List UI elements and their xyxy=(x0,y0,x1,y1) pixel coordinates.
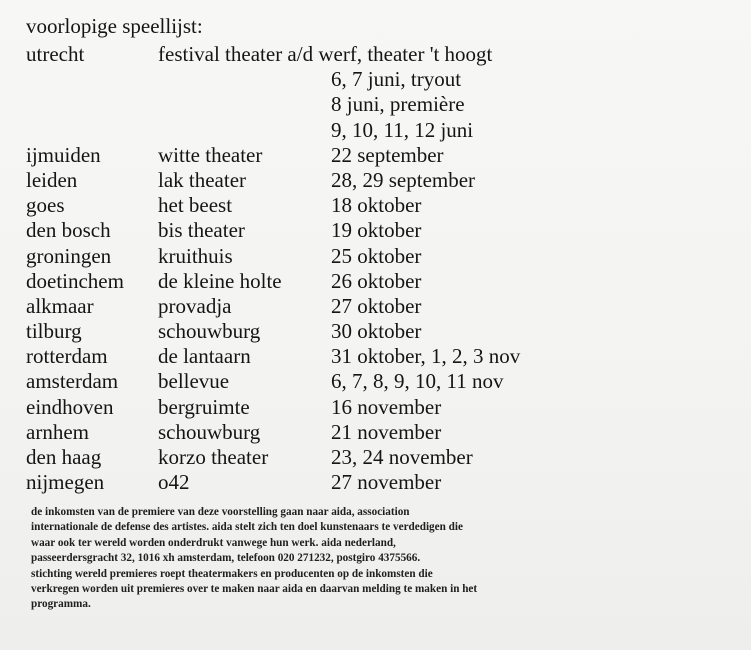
schedule-row xyxy=(26,319,520,344)
dates: 25 oktober xyxy=(331,243,422,268)
venue: de kleine holte xyxy=(158,268,282,293)
venue: bergruimte xyxy=(158,394,250,419)
dates: 26 oktober xyxy=(331,268,422,293)
venue: provadja xyxy=(158,293,232,318)
footnote xyxy=(31,505,631,613)
dates: 28, 29 september xyxy=(331,167,476,192)
city: eindhoven xyxy=(26,394,114,419)
city: ijmuiden xyxy=(26,142,101,167)
schedule-row xyxy=(26,118,520,143)
dates: 8 juni, première xyxy=(331,92,465,117)
city: den haag xyxy=(26,445,102,469)
venue: schouwburg xyxy=(158,419,261,444)
schedule-row xyxy=(26,92,520,117)
city: nijmegen xyxy=(26,470,105,495)
city: doetinchem xyxy=(26,268,124,293)
schedule-row xyxy=(26,42,520,67)
city: goes xyxy=(26,193,65,218)
city: alkmaar xyxy=(26,293,94,318)
dates: 6, 7 juni, tryout xyxy=(331,67,462,92)
schedule-row xyxy=(26,244,520,269)
schedule-row xyxy=(26,420,520,445)
dates: 19 oktober xyxy=(331,218,422,243)
footnote-line: verkregen worden uit premieres over te maken naar aida en daarvan melding te maken in het xyxy=(31,583,478,596)
venue: witte theater xyxy=(158,142,263,167)
city: groningen xyxy=(26,243,112,268)
schedule-row xyxy=(26,344,520,369)
dates: 31 oktober, 1, 2, 3 nov xyxy=(331,344,521,369)
dates: 6, 7, 8, 9, 10, 11 nov xyxy=(331,369,504,394)
venue: festival theater a/d werf, theater 't hoogt xyxy=(158,42,493,66)
schedule-row xyxy=(26,445,520,470)
schedule-row xyxy=(26,67,520,92)
city: arnhem xyxy=(26,419,89,444)
schedule-row xyxy=(26,168,520,193)
schedule-row xyxy=(26,369,520,394)
venue: korzo theater xyxy=(158,445,269,469)
dates: 23, 24 november xyxy=(331,445,473,469)
venue: o42 xyxy=(158,470,190,495)
venue: de lantaarn xyxy=(158,344,251,369)
city: amsterdam xyxy=(26,369,119,394)
city: tilburg xyxy=(26,319,82,344)
schedule-row xyxy=(26,269,520,294)
dates: 9, 10, 11, 12 juni xyxy=(331,117,474,142)
footnote-line: waar ook ter wereld worden onderdrukt vanwege hun werk. aida nederland, xyxy=(31,536,396,549)
city: rotterdam xyxy=(26,344,108,369)
schedule-row xyxy=(26,395,520,420)
schedule-row xyxy=(26,218,520,243)
city: leiden xyxy=(26,167,78,192)
footnote-line: passeerdersgracht 32, 1016 xh amsterdam, telefoon 020 271232, postgiro 4375566. xyxy=(31,552,421,565)
venue: het beest xyxy=(158,193,233,218)
footnote-line: internationale de defense des artistes. aida stelt zich ten doel kunstenaars te verdedigen die xyxy=(31,521,463,534)
dates: 18 oktober xyxy=(331,193,422,218)
footnote-line: stichting wereld premieres roept theatermakers en producenten op de inkomsten die xyxy=(31,567,433,580)
dates: 22 september xyxy=(331,142,444,167)
schedule-row xyxy=(26,193,520,218)
dates: 27 oktober xyxy=(331,293,422,318)
page-heading: voorlopige speellijst: xyxy=(26,14,203,38)
schedule-list xyxy=(26,42,520,495)
venue: schouwburg xyxy=(158,319,261,344)
schedule-row xyxy=(26,143,520,168)
dates: 30 oktober xyxy=(331,319,422,344)
dates: 16 november xyxy=(331,394,442,419)
dates: 21 november xyxy=(331,419,442,444)
venue: bellevue xyxy=(158,369,230,394)
dates: 27 november xyxy=(331,470,442,495)
city: utrecht xyxy=(26,42,85,66)
venue: kruithuis xyxy=(158,243,233,268)
footnote-line: de inkomsten van de premiere van deze voorstelling gaan naar aida, association xyxy=(31,506,410,518)
schedule-row xyxy=(26,470,520,495)
venue: lak theater xyxy=(158,167,247,192)
city: den bosch xyxy=(26,218,111,243)
footnote-line: programma. xyxy=(31,598,91,611)
venue: bis theater xyxy=(158,218,245,243)
schedule-row xyxy=(26,294,520,319)
